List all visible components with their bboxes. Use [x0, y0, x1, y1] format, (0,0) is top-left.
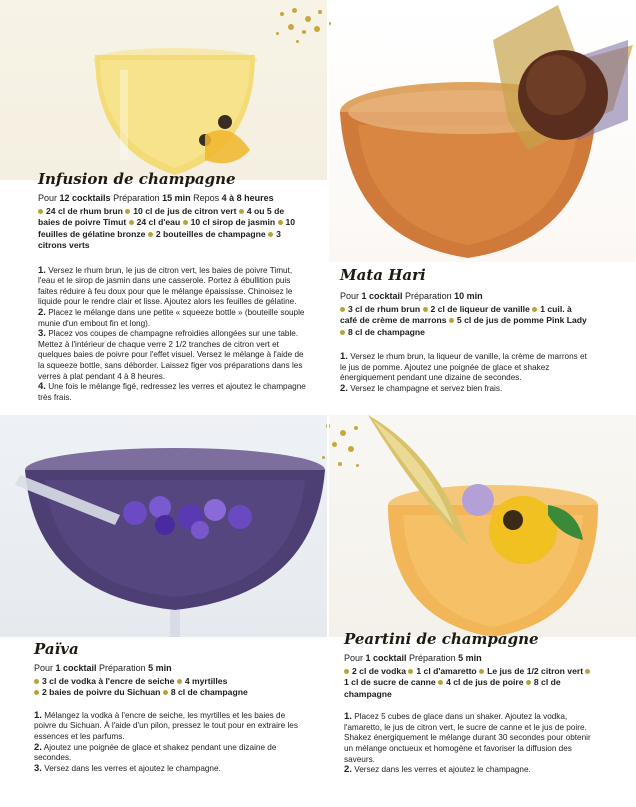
recipe-meta: Pour 1 cocktail Préparation 10 min — [340, 291, 483, 301]
photo-peartini — [328, 415, 636, 637]
ingredients-list: 3 cl de vodka à l'encre de seiche 4 myrtilles 2 baies de poivre du Sichuan 8 cl de champagne — [34, 676, 304, 699]
recipe-infusion — [38, 170, 308, 403]
recipe-paiva — [34, 640, 304, 774]
steps-list — [34, 711, 304, 775]
step: 2. Ajoutez une poignée de glace et shakez pendant une dizaine de secondes. — [34, 741, 277, 763]
ingredients-list: 3 cl de rhum brun 2 cl de liqueur de vanille 1 cuil. à café de crème de marrons 5 cl de jus de pomme Pink Lady 8 cl de champagne — [340, 304, 587, 337]
steps-list — [344, 712, 594, 776]
step: 2. Versez dans les verres et ajoutez le champagne. — [344, 764, 531, 776]
photo-matahari — [328, 0, 636, 262]
step: 2. Placez le mélange dans une petite « squeeze bottle » (bouteille souple munie d'un embout fin et long). — [38, 307, 305, 328]
ingredients-list: 24 cl de rhum brun 10 cl de jus de citron vert 4 ou 5 de baies de poivre Timut 24 cl d'eau 10 cl sirop de jasmin 10 feuilles de gélatine bronze 2 bouteilles de champagne 3 citrons verts — [38, 206, 296, 251]
step: 4. Une fois le mélange figé, redressez les verres et ajoutez le champagne très frais. — [38, 381, 306, 402]
recipe-title: Mata Hari — [340, 266, 426, 284]
recipe-meta: Pour 1 cocktail Préparation 5 min — [34, 663, 172, 673]
step: 1. Versez le rhum brun, la liqueur de vanille, la crème de marrons et le jus de pomme. Ajoutez une poignée de glace et shakez énergiquement pendant une dizaine de secondes. — [340, 351, 587, 383]
gold-dots-top — [270, 2, 340, 47]
step: 3. Versez dans les verres et ajoutez le champagne. — [34, 762, 221, 774]
step: 1. Placez 5 cubes de glace dans un shaker. Ajoutez la vodka, l'amaretto, le jus de citron vert, le sucre de canne et le jus de poire. Shakez énergiquement le mélange durant 30 secondes pour obtenir un mélange onctueux et homogène et favoriser la diffusion des saveurs. — [344, 711, 591, 764]
recipe-meta: Pour 12 cocktails Préparation 15 min Repos 4 à 8 heures — [38, 193, 274, 203]
recipe-title: Païva — [34, 640, 79, 658]
gold-dots-mid — [318, 420, 368, 480]
step: 2. Versez le champagne et servez bien frais. — [340, 383, 503, 394]
recipe-meta: Pour 1 cocktail Préparation 5 min — [344, 653, 482, 663]
recipe-matahari — [340, 266, 590, 395]
steps-list — [340, 352, 590, 394]
photo-paiva — [0, 415, 328, 637]
step: 1. Versez le rhum brun, le jus de citron vert, les baies de poivre Timut, l'eau et le sirop de jasmin dans une casserole. Portez à ébullition puis faites réduire à feu doux pour que le mélange épaississe. Chinoisez le liquide pour le rendre clair et lisse. Ajoutez alors les feuilles de gélatine. — [38, 264, 297, 307]
ingredients-list: 2 cl de vodka 1 cl d'amaretto Le jus de 1/2 citron vert 1 cl de sucre de canne 4 cl de jus de poire 8 cl de champagne — [344, 666, 594, 700]
divider-vertical — [327, 0, 329, 807]
recipe-title: Peartini de champagne — [344, 630, 539, 648]
recipe-title: Infusion de champagne — [38, 170, 236, 188]
steps-list — [38, 266, 308, 404]
step: 1. Mélangez la vodka à l'encre de seiche, les myrtilles et les baies de poivre du Sichuan. À l'aide d'un pilon, pressez le tout pour en extraire les essences et les parfums. — [34, 709, 298, 741]
step: 3. Placez vos coupes de champagne refroidies allongées sur une table. Mettez à l'intérieur de chaque verre 2 1/2 tranches de citron vert et quelques baies de poivre pour l'effet visuel. Versez le mélange à l'aide de la squeeze bottle, sans déborder. Laissez figer vos préparations dans les verres à plat pendant 4 à 8 heures. — [38, 328, 304, 381]
recipe-peartini — [344, 630, 594, 776]
